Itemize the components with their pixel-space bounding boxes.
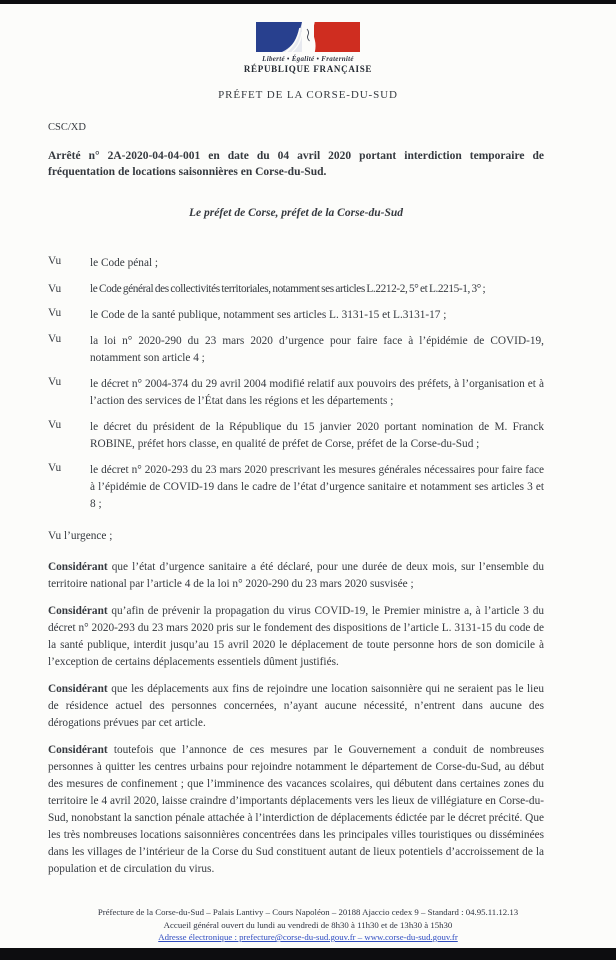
considerant-list — [48, 559, 544, 878]
vu-item — [48, 462, 544, 513]
vu-item-text: le Code pénal ; — [90, 257, 159, 269]
vu-item-text: le décret n° 2004-374 du 29 avril 2004 modifié relatif aux pouvoirs des préfets, à l’organisation et à l’action des services de l’État dans les régions et les départements ; — [90, 378, 544, 407]
considerant-paragraph — [48, 603, 544, 671]
marianne-flag-icon — [256, 22, 360, 52]
vu-item — [48, 333, 544, 367]
vu-item-label: Vu — [48, 307, 62, 319]
reference-code: CSC/XD — [48, 122, 86, 133]
motto-text: Liberté • Égalité • Fraternité — [262, 55, 354, 63]
considerant-lead: Considérant — [48, 561, 108, 573]
vu-item-label: Vu — [48, 333, 62, 345]
vu-urgence: Vu l’urgence ; — [48, 530, 113, 542]
document-footer — [0, 906, 616, 944]
vu-item-text: le décret n° 2020-293 du 23 mars 2020 prescrivant les mesures générales nécessaires pour faire face à l’épidémie de COVID-19 dans le cadre de l’état d’urgence sanitaire et notamment ses articles 3 et 8 ; — [90, 464, 544, 510]
considerant-lead: Considérant — [48, 683, 108, 695]
vu-item — [48, 307, 544, 324]
issuer-line: Le préfet de Corse, préfet de la Corse-du-Sud — [189, 207, 403, 219]
vu-item-text: la loi n° 2020-290 du 23 mars 2020 d’urgence pour faire face à l’épidémie de COVID-19, notamment son article 4 ; — [90, 335, 544, 364]
considerant-paragraph — [48, 681, 544, 732]
vu-item — [48, 376, 544, 410]
republique-label: RÉPUBLIQUE FRANÇAISE — [243, 64, 373, 74]
considerant-lead: Considérant — [48, 605, 108, 617]
footer-hours-line: Accueil général ouvert du lundi au vendredi de 8h30 à 11h30 et de 13h30 à 15h30 — [163, 919, 453, 930]
vu-item — [48, 419, 544, 453]
vu-item: Vu le Code général des collectivités territoriales, notamment ses articles L.2212-2, 5° et L.2215-1, 3° ; — [48, 281, 544, 298]
vu-item-label: Vu — [48, 462, 62, 474]
scan-edge-bottom — [0, 948, 616, 960]
vu-item-label: Vu — [48, 283, 62, 295]
document-header — [0, 22, 616, 101]
considerant-lead: Considérant — [48, 744, 108, 756]
vu-item-text: le décret du président de la République du 15 janvier 2020 portant nomination de M. Franck ROBINE, préfet hors classe, en qualité de préfet de Corse, préfet de la Corse-du-Sud ; — [90, 421, 544, 450]
decree-title: Arrêté n° 2A-2020-04-04-001 en date du 04 avril 2020 portant interdiction temporaire de fréquentation de locations saisonnières en Corse-du-Sud. — [48, 150, 544, 178]
vu-item-text: le Code de la santé publique, notamment ses articles L. 3131-15 et L.3131-17 ; — [90, 309, 447, 321]
scan-edge-top — [0, 0, 616, 4]
republique-francaise-logo — [0, 22, 616, 74]
document-body — [48, 122, 544, 878]
considerant-paragraph — [48, 742, 544, 878]
considerant-paragraph — [48, 559, 544, 593]
considerant-text: qu’afin de prévenir la propagation du virus COVID-19, le Premier ministre a, à l’article 3 du décret n° 2020-293 du 23 mars 2020 pris sur le fondement des dispositions de l’article L. 3131-15 du code de la santé publique, interdit jusqu’au 15 avril 2020 le déplacement de toute personne hors de son domicile à l’exception de certains déplacements essentiels dûment justifiés. — [48, 605, 544, 668]
vu-list — [48, 255, 544, 513]
considerant-text: que l’état d’urgence sanitaire a été déclaré, pour une durée de deux mois, sur l’ensemble du territoire national par l’article 4 de la loi n° 2020-290 du 23 mars 2020 susvisée ; — [48, 561, 544, 590]
vu-item-label: Vu — [48, 376, 62, 388]
footer-address-line: Préfecture de la Corse-du-Sud – Palais Lantivy – Cours Napoléon – 20188 Ajaccio cedex 9 – Standard : 04.95.11.12.13 — [97, 907, 519, 917]
footer-contact-link: Adresse électronique : prefecture@corse-du-sud.gouv.fr – www.corse-du-sud.gouv.fr — [158, 932, 458, 942]
considerant-text: que les déplacements aux fins de rejoindre une location saisonnière qui ne seraient pas le lieu de résidence actuel des personnes concernées, n’ayant aucune nécessité, n’entrent dans aucune des dérogations prévues par cet article. — [48, 683, 544, 729]
vu-item-label: Vu — [48, 255, 62, 267]
prefecture-title: PRÉFET DE LA CORSE-DU-SUD — [218, 89, 398, 101]
vu-item — [48, 255, 544, 272]
vu-item-label: Vu — [48, 419, 62, 431]
considerant-text: toutefois que l’annonce de ces mesures par le Gouvernement a conduit de nombreuses personnes à quitter les centres urbains pour rejoindre notamment le département de Corse-du-Sud, au début des mesures de confinement ; que l’imminence des vacances scolaires, qui débutent dans certaines zones du territoire le 4 avril 2020, laisse craindre d’importants déplacements vers les lieux de villégiature en Corse-du-Sud, nonobstant la sanction pénale attachée à l’interdiction de déplacements édictée par le décret précité. Que les très nombreuses locations saisonnières concentrées dans les principales villes touristiques ou disséminées dans les villages de l’intérieur de la Corse du Sud constituent autant de lieux potentiels d’accroissement de la population et de circulation du virus. — [48, 744, 544, 875]
